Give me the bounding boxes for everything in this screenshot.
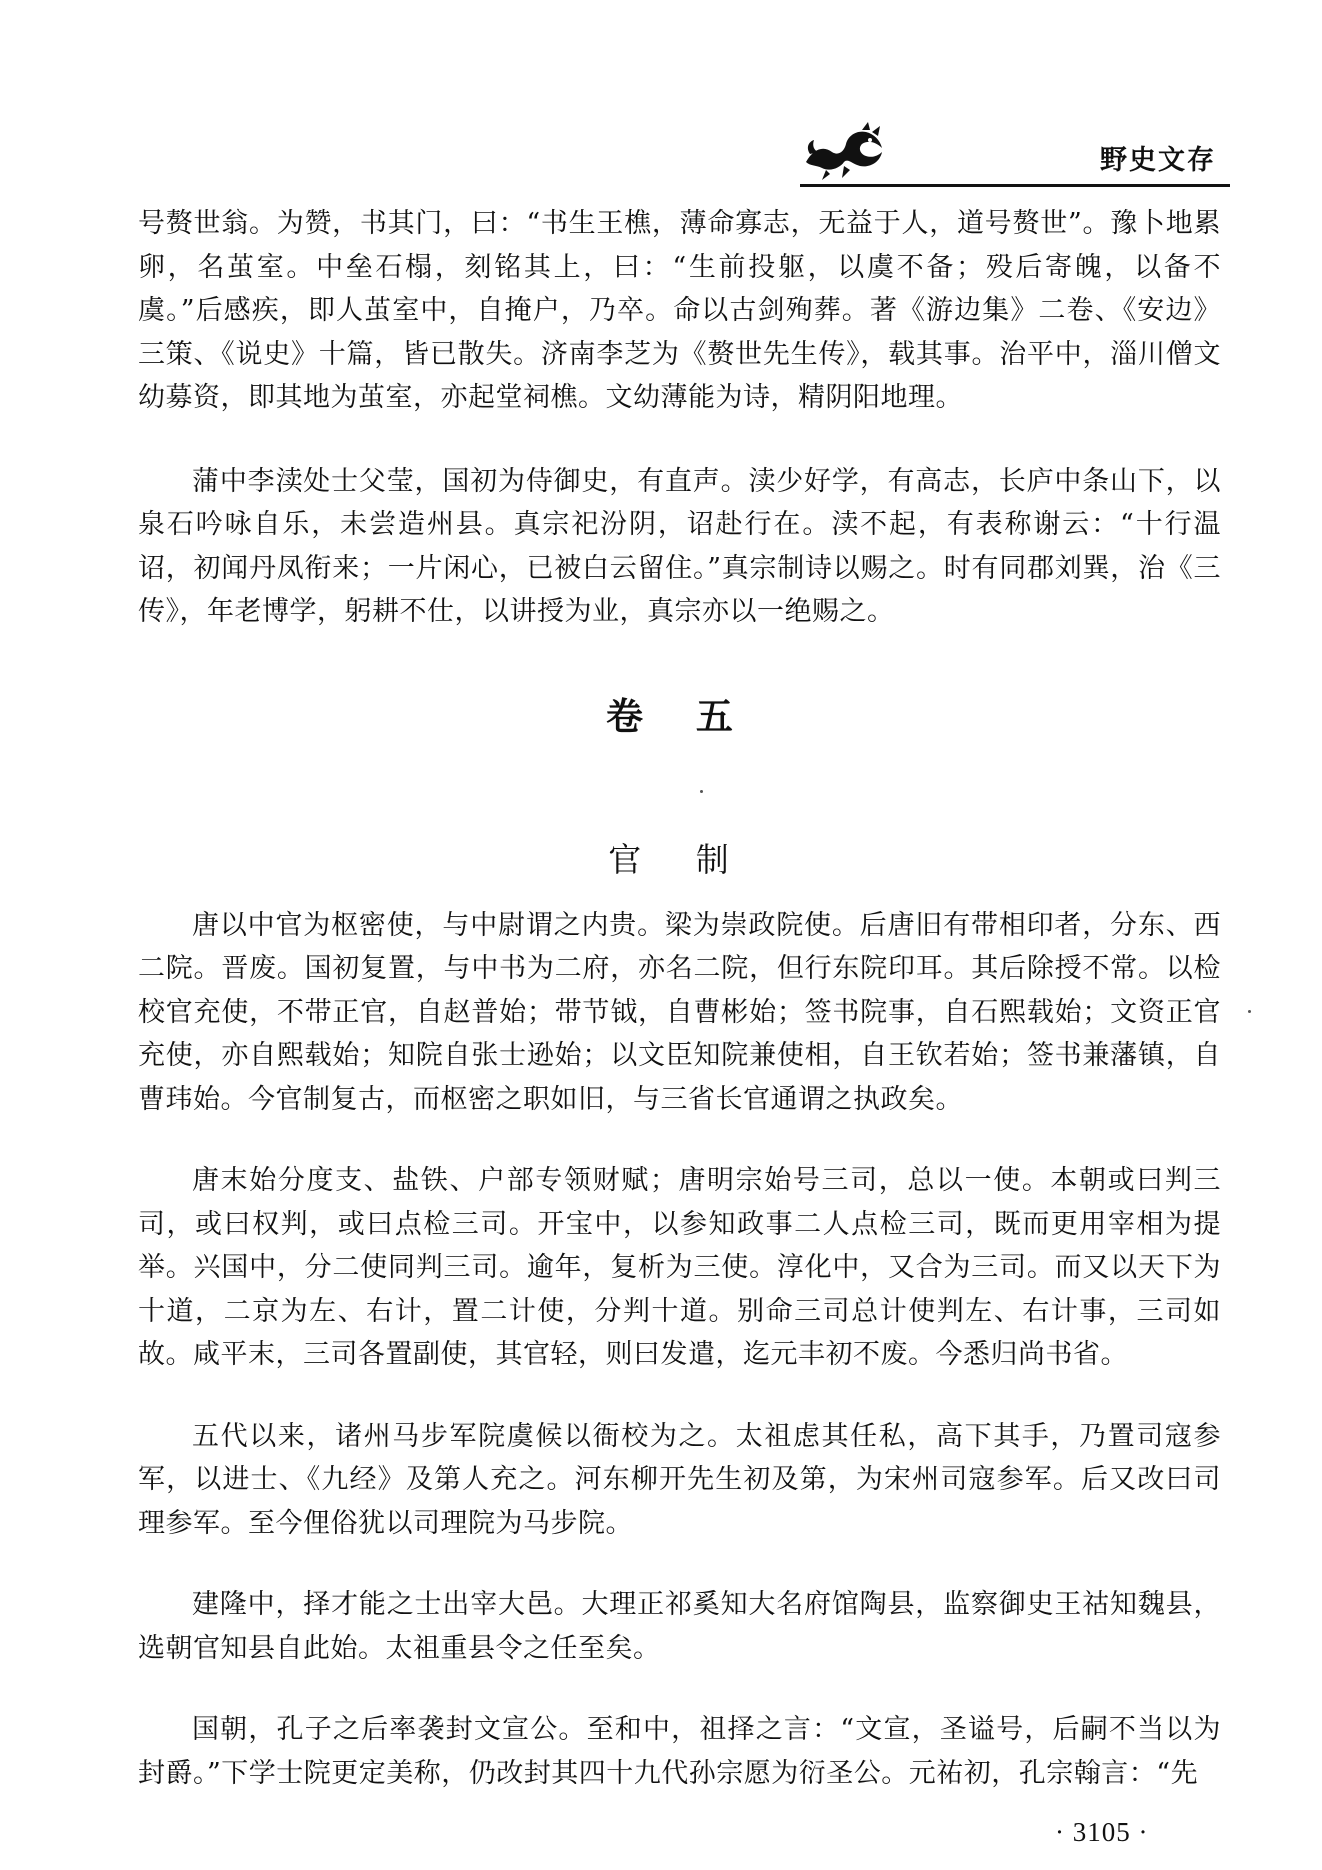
book-title: 野史文存: [1100, 145, 1216, 176]
scan-speck: [700, 790, 703, 793]
paragraph-yanshenggong: 国朝，孔子之后率袭封文宣公。至和中，祖择之言：“文宣，圣谥号，后嗣不当以为封爵。”下学士院更定美称，仍改封其四十九代孙宗愿为衍圣公。元祐初，孔宗翰言：“先: [138, 1714, 1221, 1789]
paragraph-shumi: 唐以中官为枢密使，与中尉谓之内贵。梁为崇政院使。后唐旧有带相印者，分东、西二院。晋废。国初复置，与中书为二府，亦名二院，但行东院印耳。其后除授不常。以检校官充使，不带正官，自赵普始；带节钺，自曹彬始；签书院事，自石熙载始；文资正官充使，亦自熙载始；知院自张士逊始；以文臣知院兼使相，自王钦若始；签书兼藩镇，自曹玮始。今官制复古，而枢密之职如旧，与三省长官通谓之执政矣。: [138, 909, 1221, 1115]
dragon-icon: [800, 118, 888, 182]
page-number: · 3105 ·: [1055, 1817, 1149, 1847]
paragraph-li-du: 蒲中李渎处士父莹，国初为侍御史，有直声。渎少好学，有高志，长庐中条山下，以泉石吟咏自乐，未尝造州县。真宗祀汾阴，诏赴行在。渎不起，有表称谢云：“十行温诏，初闻丹凤衔来；一片闲心，已被白云留住。”真宗制诗以赐之。时有同郡刘巽，治《三传》，年老博学，躬耕不仕，以讲授为业，真宗亦以一绝赐之。: [138, 465, 1221, 627]
running-header: [800, 118, 1230, 190]
paragraph-continuation: 号赘世翁。为赞，书其门，曰：“书生王樵，薄命寡志，无益于人，道号赘世”。豫卜地累卵，名茧室。中垒石榻，刻铭其上，曰：“生前投躯，以虞不备；殁后寄魄，以备不虞。”后感疾，即人茧室中，自掩户，乃卒。命以古剑殉葬。著《游边集》二卷、《安边》三策、《说史》十篇，皆已散失。济南李芝为《赘世先生传》，载其事。治平中，淄川僧文幼募资，即其地为茧室，亦起堂祠樵。文幼薄能为诗，精阴阳地理。: [138, 208, 1221, 413]
header-rule: [800, 184, 1230, 187]
volume-title: 卷 五: [606, 694, 753, 738]
page-body: [138, 202, 1221, 1795]
paragraph-zhixian: 建隆中，择才能之士出宰大邑。大理正祁奚知大名府馆陶县，监察御史王祜知魏县，选朝官知县自此始。太祖重县令之任至矣。: [138, 1589, 1221, 1664]
paragraph-masibuyuan: 五代以来，诸州马步军院虞候以衙校为之。太祖虑其任私，高下其手，乃置司寇参军，以进士、《九经》及第人充之。河东柳开先生初及第，为宋州司寇参军。后又改曰司理参军。至今俚俗犹以司理院为马步院。: [138, 1420, 1221, 1539]
section-title: 官 制: [608, 839, 751, 879]
scan-speck: [1248, 1010, 1251, 1013]
paragraph-sansi: 唐末始分度支、盐铁、户部专领财赋；唐明宗始号三司，总以一使。本朝或曰判三司，或曰权判，或曰点检三司。开宝中，以参知政事二人点检三司，既而更用宰相为提举。兴国中，分二使同判三司。逾年，复析为三使。淳化中，又合为三司。而又以天下为十道，二京为左、右计，置二计使，分判十道。别命三司总计使判左、右计事，三司如故。咸平末，三司各置副使，其官轻，则曰发遣，迄元丰初不废。今悉归尚书省。: [138, 1165, 1221, 1370]
